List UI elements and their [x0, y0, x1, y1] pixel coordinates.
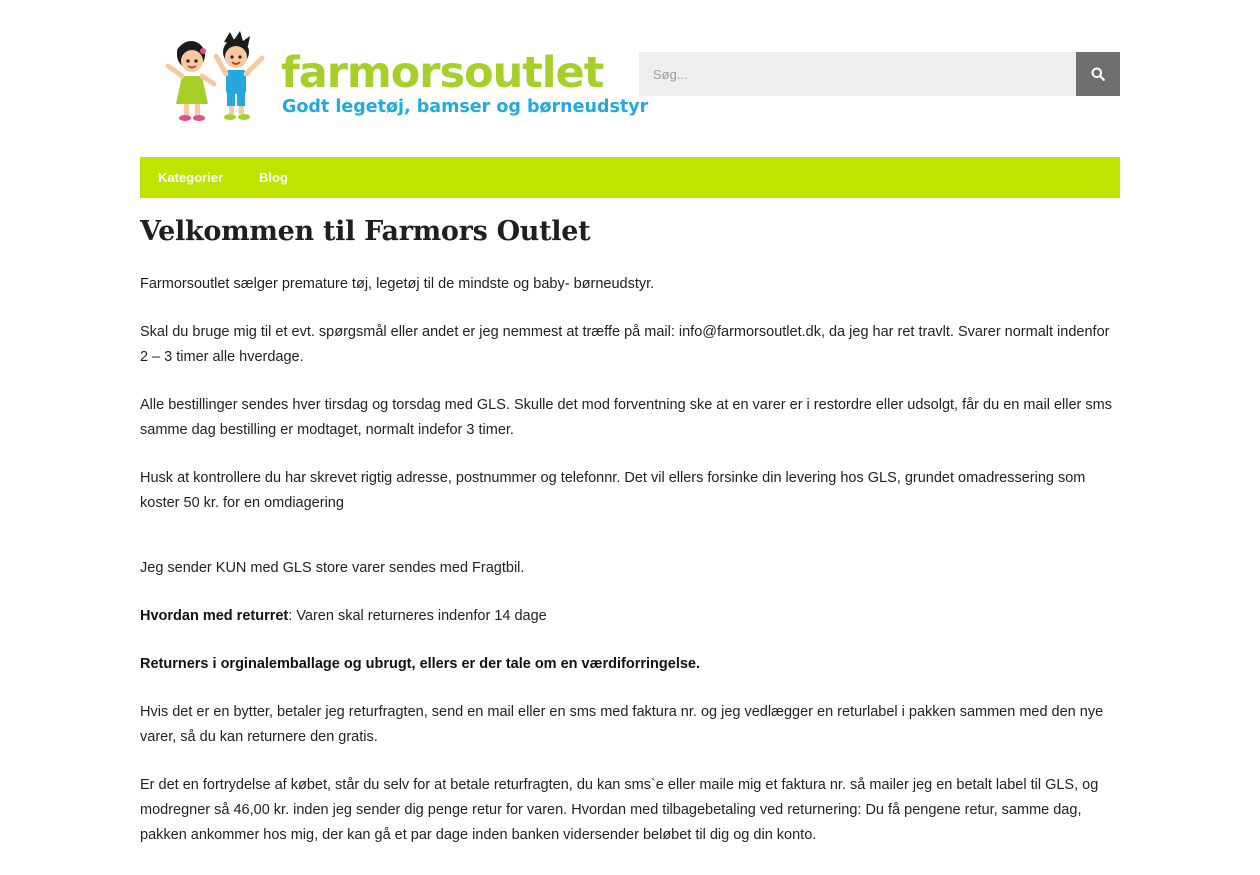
logo-wordmark: farmorsoutlet	[281, 48, 604, 98]
intro-paragraph: Farmorsoutlet sælger premature tøj, legetøj til de mindste og baby- børneudstyr.	[140, 276, 655, 292]
return-policy-text: : Varen skal returneres indenfor 14 dage	[288, 608, 547, 624]
search-form	[639, 52, 1120, 96]
nav-item-kategorier[interactable]: Kategorier	[158, 170, 224, 185]
shipping-paragraph: Alle bestillinger sendes hver tirsdag og torsdag med GLS. Skulle det mod forventning ske at en varer er i restordre eller udsolgt, får du en mail eller sms samme dag bestilling er modtaget, normalt indefor 3 timer.	[140, 397, 1112, 438]
search-button[interactable]	[1076, 52, 1120, 96]
contact-paragraph: Skal du bruge mig til et evt. spørgsmål eller andet er jeg nemmest at træffe på mail: info@farmorsoutlet.dk, da jeg har ret travlt. Svarer normalt indenfor 2 – 3 timer alle hverdage.	[140, 324, 1110, 365]
spacer	[140, 539, 1120, 556]
main-content	[140, 212, 1120, 871]
address-paragraph: Husk at kontrollere du har skrevet rigtig adresse, postnummer og telefonnr. Det vil ellers forsinke din levering hos GLS, grundet omadressering som koster 50 kr. for en omdiagering	[140, 470, 1086, 511]
search-input[interactable]	[639, 52, 1076, 96]
return-policy-paragraph	[140, 604, 1120, 629]
regret-paragraph: Er det en fortrydelse af købet, står du selv for at betale returfragten, du kan sms`e eller maile mig et faktura nr. så mailer jeg en betalt label til GLS, og modregner så 46,00 kr. inden jeg sender dig penge retur for varen. Hvordan med tilbagebetaling ved returnering: Du få pengene retur, samme dag, pakken ankommer hos mig, der kan gå et par dage inden banken vidersender beløbet til dig og din konto.	[140, 777, 1099, 843]
return-policy-heading: Hvordan med returret	[140, 608, 289, 624]
page-title: Velkommen til Farmors Outlet	[140, 216, 591, 247]
nav-item-blog[interactable]: Blog	[259, 170, 288, 185]
kids-logo-icon	[158, 26, 278, 126]
search-icon	[1091, 67, 1105, 81]
return-condition-paragraph	[140, 652, 1120, 677]
return-condition-text: Returners i orginalemballage og ubrugt, ellers er der tale om en værdiforringelse.	[140, 656, 701, 672]
carrier-paragraph: Jeg sender KUN med GLS store varer sendes med Fragtbil.	[140, 560, 525, 576]
site-logo[interactable]	[158, 26, 649, 126]
main-nav	[140, 157, 1120, 198]
exchange-paragraph: Hvis det er en bytter, betaler jeg returfragten, send en mail eller en sms med faktura nr. og jeg vedlægger en returlabel i pakken sammen med den nye varer, så du kan returnere den gratis.	[140, 704, 1104, 745]
logo-tagline: Godt legetøj, bamser og børneudstyr	[282, 97, 649, 117]
